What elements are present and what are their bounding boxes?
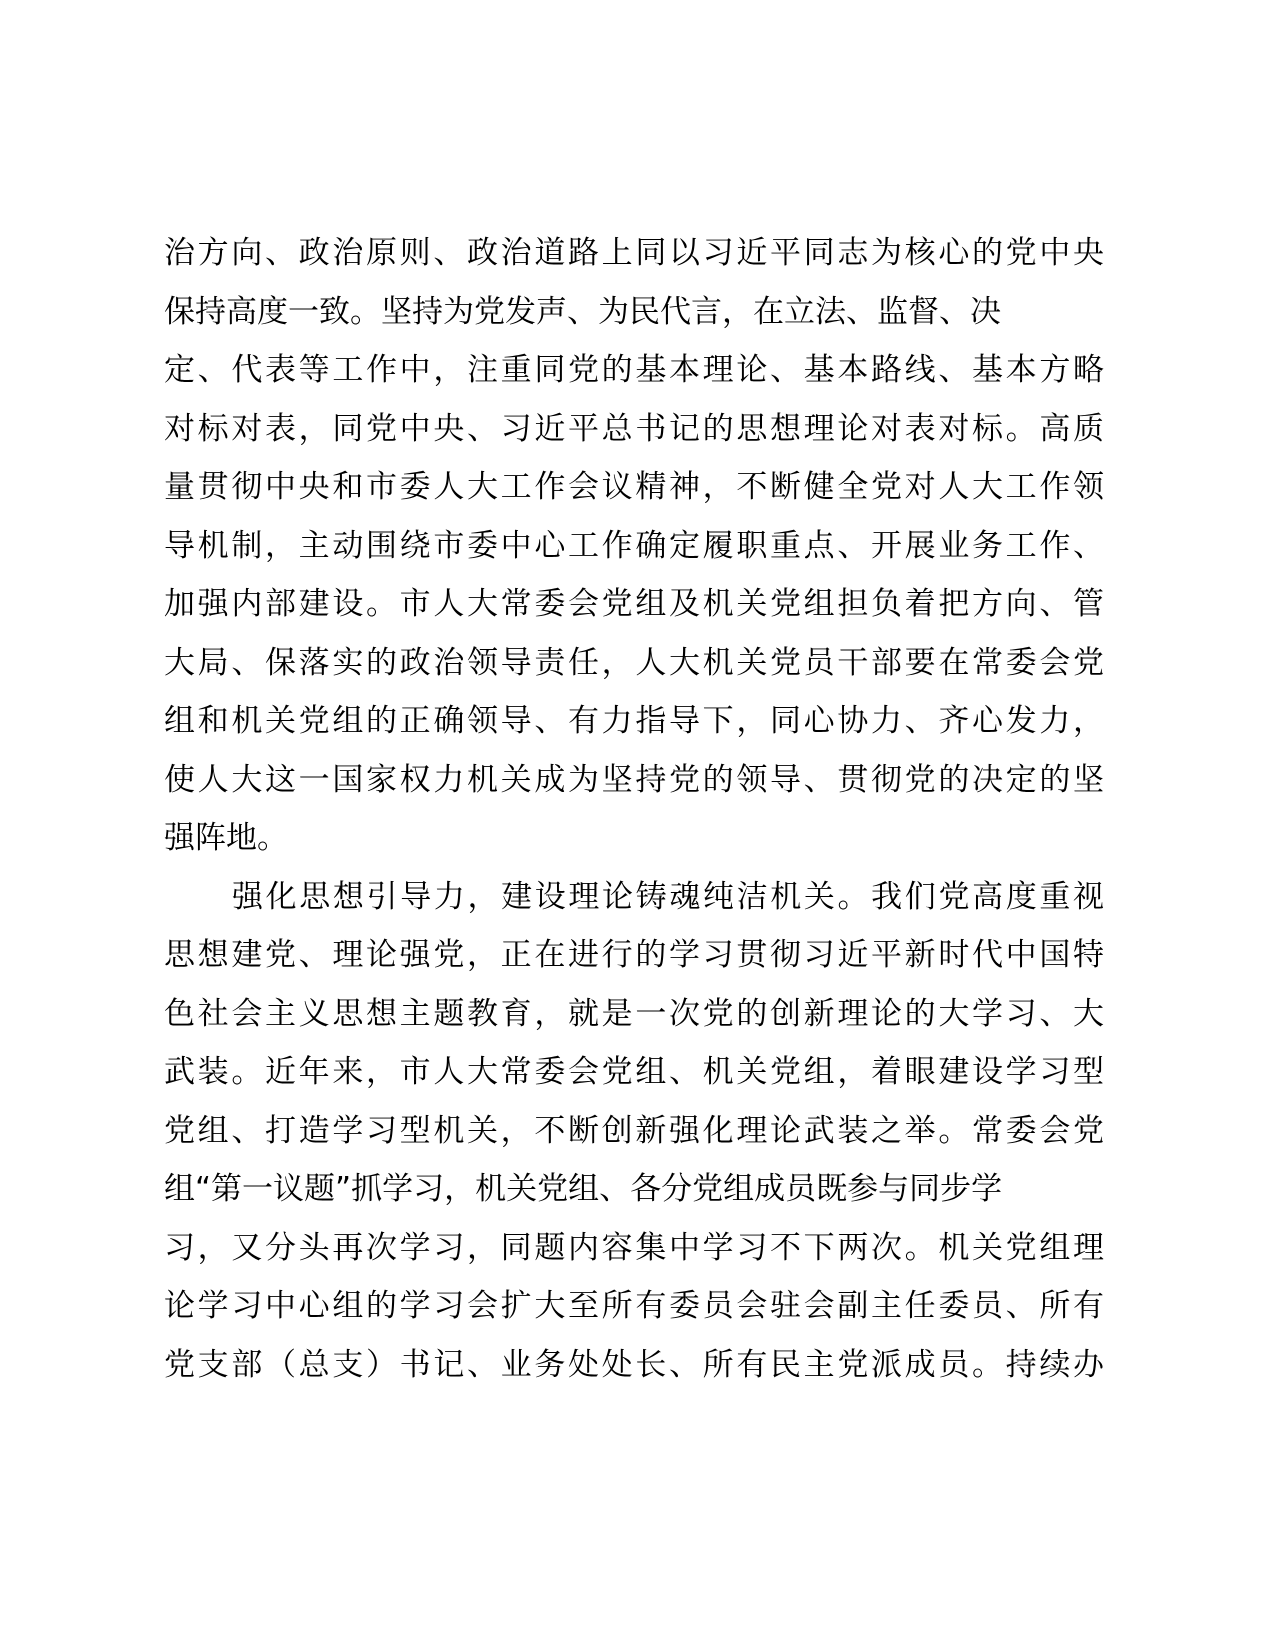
text-line: 论学习中心组的学习会扩大至所有委员会驻会副主任委员、所有 — [164, 1288, 1104, 1324]
text-line: 治方向、政治原则、政治道路上同以习近平同志为核心的党中央 — [164, 235, 1104, 271]
text-line: 导机制，主动围绕市委中心工作确定履职重点、开展业务工作、 — [164, 527, 1104, 564]
text-line: 色社会主义思想主题教育，就是一次党的创新理论的大学习、大 — [164, 995, 1104, 1032]
text-line: 加强内部建设。市人大常委会党组及机关党组担负着把方向、管 — [164, 586, 1104, 622]
text-line: 强阵地。 — [164, 820, 288, 856]
text-line: 党支部（总支）书记、业务处处长、所有民主党派成员。持续办 — [164, 1346, 1104, 1383]
text-line: 保持高度一致。坚持为党发声、为民代言，在立法、监督、决 — [164, 293, 1001, 330]
text-line: 大局、保落实的政治领导责任，人大机关党员干部要在常委会党 — [164, 644, 1104, 681]
paragraph-start-line: 强化思想引导力，建设理论铸魂纯洁机关。我们党高度重视 — [232, 878, 1104, 915]
text-line: 使人大这一国家权力机关成为坚持党的领导、贯彻党的决定的坚 — [164, 761, 1104, 798]
text-line: 定、代表等工作中，注重同党的基本理论、基本路线、基本方略 — [164, 352, 1104, 388]
text-line: 量贯彻中央和市委人大工作会议精神，不断健全党对人大工作领 — [164, 469, 1104, 505]
text-line: 思想建党、理论强党，正在进行的学习贯彻习近平新时代中国特 — [164, 937, 1104, 973]
body-text — [164, 224, 1104, 1394]
text-line: 武装。近年来，市人大常委会党组、机关党组，着眼建设学习型 — [164, 1054, 1104, 1090]
text-line: 组“第一议题”抓学习，机关党组、各分党组成员既参与同步学 — [164, 1171, 1003, 1207]
text-line: 党组、打造学习型机关，不断创新强化理论武装之举。常委会党 — [164, 1112, 1104, 1149]
text-line: 习，又分头再次学习，同题内容集中学习不下两次。机关党组理 — [164, 1229, 1104, 1266]
text-line: 组和机关党组的正确领导、有力指导下，同心协力、齐心发力， — [164, 703, 1104, 739]
text-line: 对标对表，同党中央、习近平总书记的思想理论对表对标。高质 — [164, 410, 1104, 447]
